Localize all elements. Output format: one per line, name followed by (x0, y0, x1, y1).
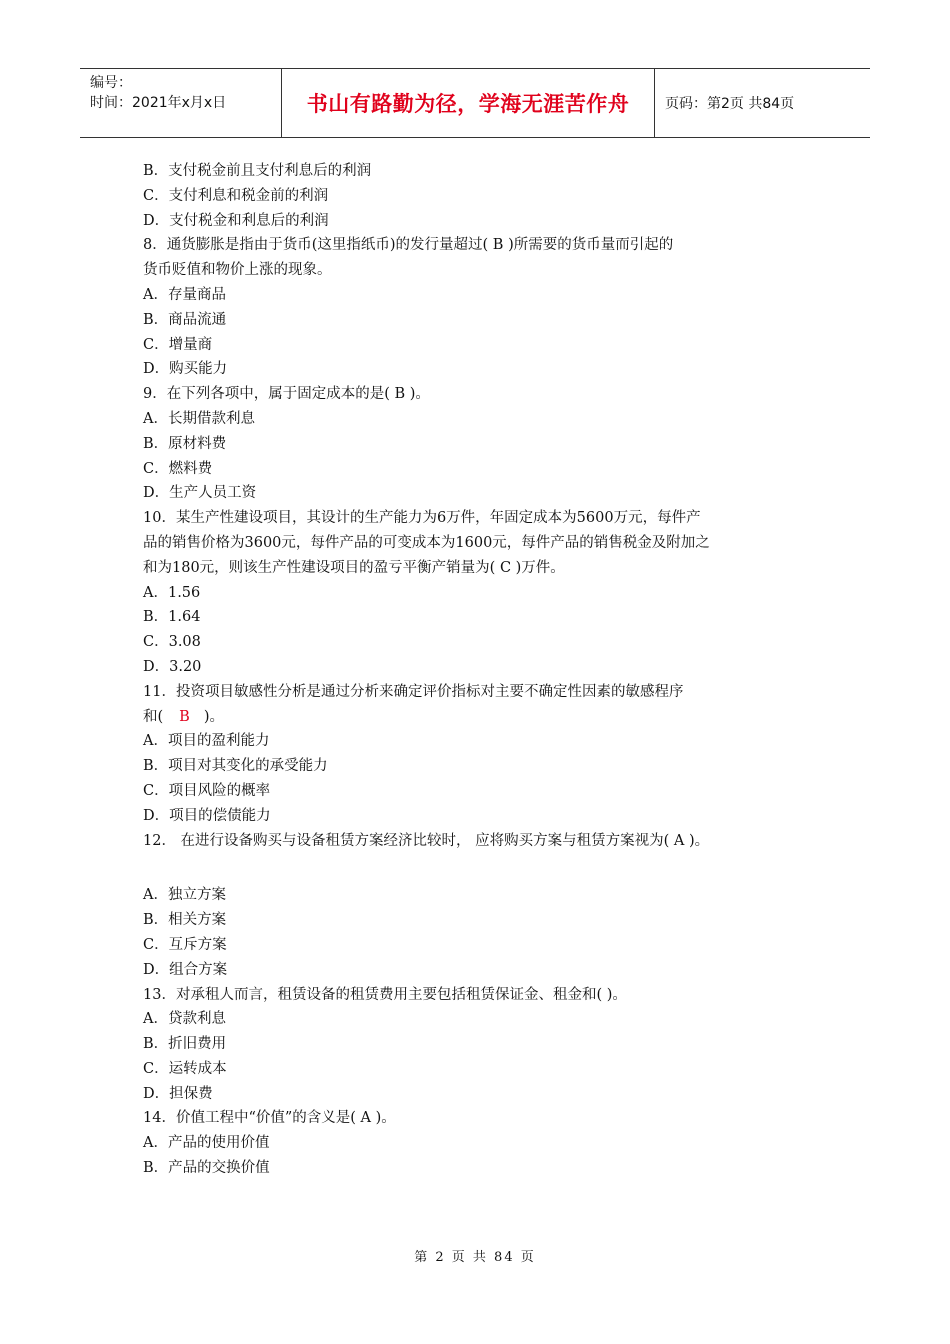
option-line: A．长期借款利息 (143, 410, 255, 427)
option-line: D．3.20 (143, 658, 202, 675)
header-meta (80, 69, 282, 137)
header-motto: 书山有路勤为径，学海无涯苦作舟 (282, 69, 655, 137)
option-line: C．互斥方案 (143, 936, 227, 953)
blank-gap (143, 853, 823, 883)
option-line: B．1.64 (143, 609, 201, 626)
option-line: B．项目对其变化的承受能力 (143, 758, 328, 775)
option-line: C．项目风险的概率 (143, 782, 271, 799)
option-line: B．产品的交换价值 (143, 1160, 270, 1177)
option-line: C．增量商 (143, 336, 213, 353)
option-line: B．相关方案 (143, 912, 227, 929)
question-14: 14．价值工程中“价值”的含义是( A )。 (143, 1110, 396, 1127)
option-line: B．折旧费用 (143, 1036, 227, 1053)
page-header (80, 68, 870, 138)
option-line: B．原材料费 (143, 435, 227, 452)
option-line: A．产品的使用价值 (143, 1135, 270, 1152)
option-line: C．3.08 (143, 634, 201, 651)
text-fragment: 和( (143, 708, 164, 725)
option-line: C．燃料费 (143, 460, 213, 477)
question-9: 9．在下列各项中，属于固定成本的是( B )。 (143, 386, 430, 403)
doc-date: 时间：2021年x月x日 (90, 95, 227, 111)
text-line: C．支付利息和税金前的利润 (143, 187, 329, 204)
option-line: D．生产人员工资 (143, 485, 257, 502)
option-line: D．项目的偿债能力 (143, 807, 271, 824)
option-line: B．商品流通 (143, 311, 227, 328)
option-line: C．运转成本 (143, 1060, 227, 1077)
option-line: D．购买能力 (143, 361, 228, 378)
text-line: 品的销售价格为3600元，每件产品的可变成本为1600元，每件产品的销售税金及附加之 (143, 534, 710, 551)
text-line: 和为180元，则该生产性建设项目的盈亏平衡产销量为( C )万件。 (143, 559, 565, 576)
answer-mark: B (179, 708, 190, 725)
option-line: D．组合方案 (143, 961, 228, 978)
option-line: A．存量商品 (143, 286, 226, 303)
text-line: 货币贬值和物价上涨的现象。 (143, 262, 332, 279)
text-line: B．支付税金前且支付利息后的利润 (143, 163, 372, 179)
option-line: A．贷款利息 (143, 1011, 226, 1028)
question-11: 11．投资项目敏感性分析是通过分析来确定评价指标对主要不确定性因素的敏感程序 (143, 683, 684, 700)
question-11-continued (143, 705, 823, 730)
question-8: 8．通货膨胀是指由于货币(这里指纸币)的发行量超过( B )所需要的货币量而引起的 (143, 237, 674, 254)
question-10: 10．某生产性建设项目，其设计的生产能力为6万件，年固定成本为5600万元，每件产 (143, 510, 701, 527)
page-footer: 第 2 页 共 84 页 (414, 1250, 536, 1265)
doc-number-label: 编号： (90, 75, 132, 91)
question-12: 12． 在进行设备购买与设备租赁方案经济比较时， 应将购买方案与租赁方案视为( A )。 (143, 832, 710, 849)
question-13: 13．对承租人而言，租赁设备的租赁费用主要包括租赁保证金、租金和( )。 (143, 986, 627, 1003)
option-line: A．项目的盈利能力 (143, 733, 270, 750)
option-line: A．1.56 (143, 584, 201, 601)
option-line: D．担保费 (143, 1085, 213, 1102)
option-line: A．独立方案 (143, 887, 226, 904)
document-body (143, 159, 823, 1181)
text-fragment: )。 (203, 708, 224, 725)
text-line: D．支付税金和利息后的利润 (143, 212, 329, 229)
header-page-info: 页码：第2页 共84页 (665, 96, 795, 112)
